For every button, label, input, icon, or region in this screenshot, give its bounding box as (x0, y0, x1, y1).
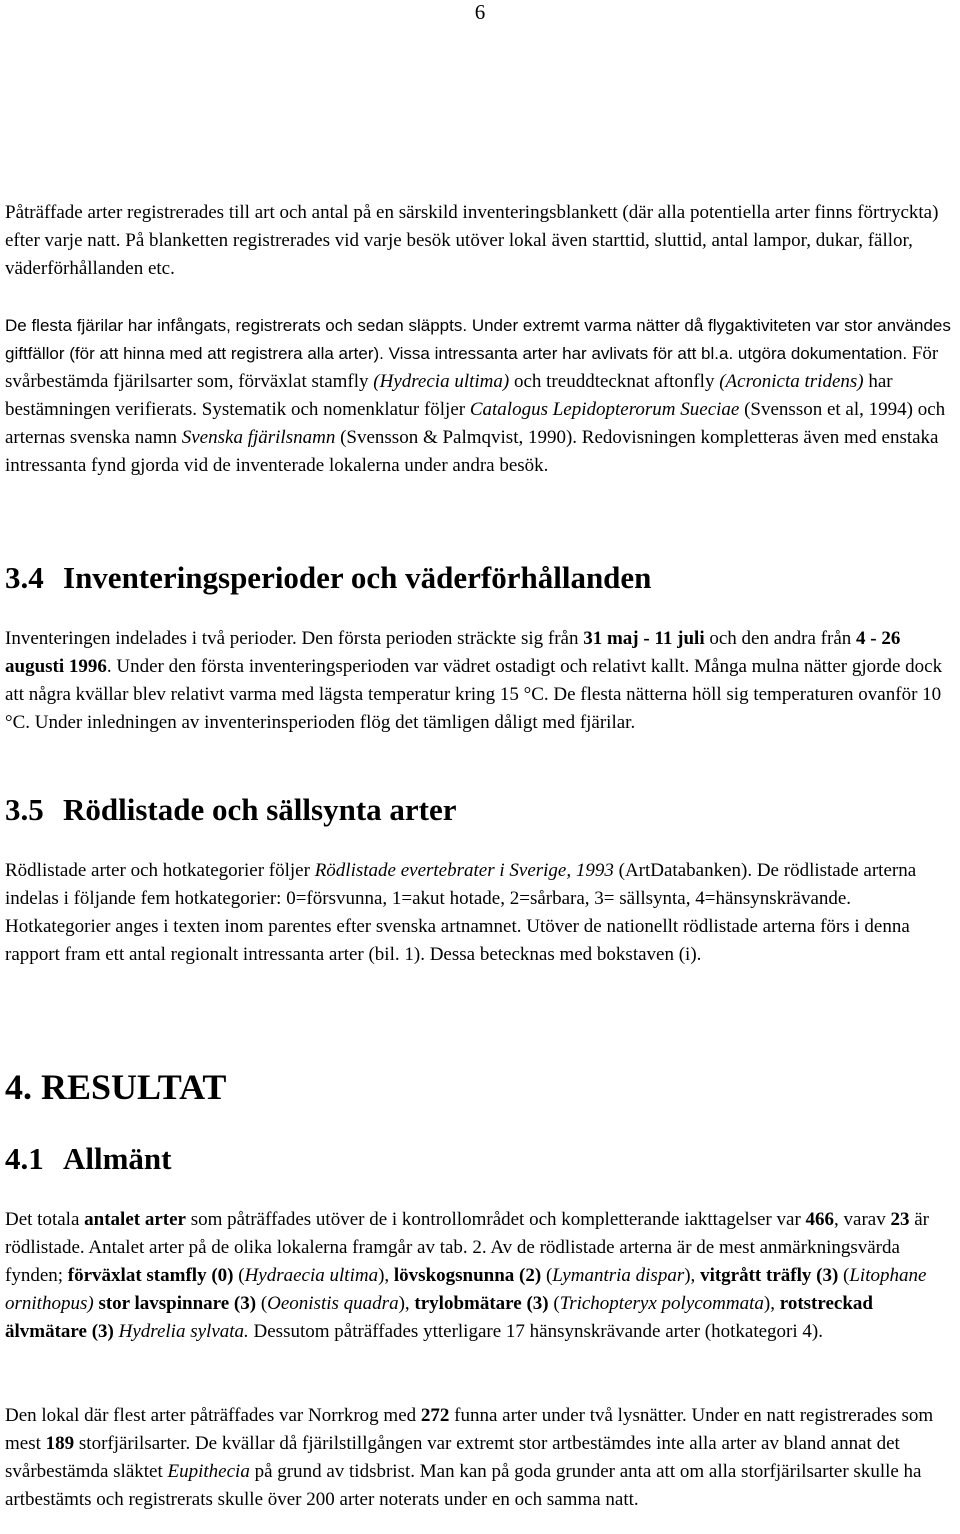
section-3-4-paragraph (5, 625, 955, 737)
species-name-bold: rotstreckad älvmätare (3) (5, 1293, 873, 1342)
species-total: 466 (805, 1209, 835, 1230)
intro-serif-text-e: (Svensson & Palmqvist, 1990). Redovisningen kompletteras även med enstaka intressanta fynd gjorda vid de inventerade lokalerna under andra besök. (5, 427, 939, 476)
species-italic-2: (Acronicta tridens) (719, 371, 864, 392)
text-run: Dessutom påträffades ytterligare 17 hänsynskrävande arter (hotkategori 4). (248, 1321, 823, 1342)
intro-paragraph-2 (5, 312, 955, 480)
text-run: funna arter under två lysnätter. Under en natt registrerades som mest (5, 1405, 934, 1454)
section-4-1-paragraph-1 (5, 1206, 955, 1346)
genus-name: Eupithecia (167, 1461, 250, 1482)
intro-serif-text-b: och treuddtecknat aftonfly (509, 371, 720, 392)
catalogue-title: Catalogus Lepidopterorum Sueciae (469, 399, 740, 420)
chapter-heading-4: 4. RESULTAT (5, 1067, 227, 1107)
period-1-dates: 31 maj - 11 juli (583, 628, 705, 649)
redlist-reference-title: Rödlistade evertebrater i Sverige, 1993 (314, 860, 614, 881)
species-count-single-night: 189 (45, 1433, 75, 1454)
text-run: på grund av tidsbrist. Man kan på goda grunder anta att om alla storfjärilsarter skulle ha artbestämts och registrerats skulle över 200 arter noterats under en och samma natt. (5, 1461, 922, 1510)
species-latin-name: Litophane ornithopus) (5, 1265, 927, 1314)
text-run: ( (838, 1265, 850, 1286)
text-run: ), (763, 1293, 780, 1314)
section-4-1-paragraph-2 (5, 1402, 955, 1514)
intro-paragraph-1: Påträffade arter registrerades till art och antal på en särskild inventeringsblankett (där alla potentiella arter finns förtryckta) efter varje natt. På blanketten registrerades vid varje besök utöver lokal även starttid, sluttid, antal lampor, dukar, fällor, väderförhållanden etc. (5, 202, 939, 279)
section-heading-4-1 (5, 1141, 172, 1177)
species-italic-1: (Hydrecia ultima) (373, 371, 510, 392)
text-run: som påträffades utöver de i kontrollområdet och kompletterande iakttagelser var (185, 1209, 806, 1230)
text-run: Inventeringen indelades i två perioder. Den första perioden sträckte sig från (5, 628, 584, 649)
page-number: 6 (474, 0, 486, 24)
section-title: Allmänt (63, 1141, 172, 1176)
species-name-bold: vitgrått träfly (3) (700, 1265, 839, 1286)
section-number: 3.5 (5, 792, 44, 827)
text-run: . Under den första inventeringsperioden var vädret ostadigt och relativt kallt. Många mulna nätter gjorde dock att några kvällar blev relativt varma med lägsta temperatur kring 15 °C. De flesta nätterna höll sig temperaturen ovanför 10 °C. Under inledningen av inventerinsperioden flög det tämligen dåligt med fjärilar. (5, 656, 943, 733)
text-run: Det totala (5, 1209, 85, 1230)
species-latin-name: Lymantria dispar (552, 1265, 685, 1286)
intro-serif-text-a: För svårbestämda fjärilsarter som, förväxlat stamfly (5, 343, 939, 392)
intro-sans-sentence-2: Under extremt varma nätter då flygaktiviteten var stor användes giftfällor (för att hinna med att registrera alla arter). Vissa intressanta arter har avlivats för att bl.a. utgöra dokumentation. (5, 316, 951, 363)
bold-term: antalet arter (84, 1209, 186, 1230)
redlisted-total: 23 (890, 1209, 910, 1230)
section-number: 4.1 (5, 1141, 44, 1176)
text-run: och den andra från (704, 628, 857, 649)
text-run: storfjärilsarter. De kvällar då fjärilstillgången var extremt stor artbestämdes inte alla arter av bland annat det svårbestämda släktet (5, 1433, 900, 1482)
section-title: Rödlistade och sällsynta arter (63, 792, 457, 827)
text-run: Den lokal där flest arter påträffades var Norrkrog med (5, 1405, 421, 1426)
text-run: ( (541, 1265, 553, 1286)
text-run: ), (398, 1293, 415, 1314)
species-latin-name: Hydrelia sylvata. (118, 1321, 249, 1342)
intro-serif-text-c: har bestämningen verifierats. Systematik och nomenklatur följer (5, 371, 893, 420)
text-run: är rödlistade. Antalet arter på de olika lokalerna framgår av tab. 2. Av de rödlistade arterna är de mest anmärkningsvärda fynden; (5, 1209, 929, 1286)
names-reference-title: Svenska fjärilsnamn (181, 427, 336, 448)
intro-sans-sentence-1: De flesta fjärilar har infångats, registrerats och sedan släppts. (5, 316, 468, 335)
text-run: ( (256, 1293, 268, 1314)
species-name-bold: trylobmätare (3) (414, 1293, 549, 1314)
section-3-5-paragraph (5, 857, 955, 969)
species-latin-name: Oeonistis quadra (267, 1293, 399, 1314)
section-heading-3-5 (5, 792, 457, 828)
text-run: (ArtDatabanken). De rödlistade arterna indelas i följande fem hotkategorier: 0=försvunna, 1=akut hotade, 2=sårbara, 3= sällsynta, 4=hänsynskrävande. Hotkategorier anges i texten inom parentes efter svenska artnamnet. Utöver de nationellt rödlistade arterna förs i denna rapport fram ett antal regionalt intressanta arter (bil. 1). Dessa betecknas med bokstaven (i). (5, 860, 917, 965)
text-run: ), (378, 1265, 394, 1286)
intro-serif-text-d: (Svensson et al, 1994) och arternas svenska namn (5, 399, 946, 448)
section-title: Inventeringsperioder och väderförhållanden (63, 560, 652, 595)
species-latin-name: Trichopteryx polycommata (559, 1293, 764, 1314)
species-latin-name: Hydraecia ultima (244, 1265, 379, 1286)
section-number: 3.4 (5, 560, 44, 595)
species-name-bold: lövskogsnunna (2) (393, 1265, 542, 1286)
text-run: ( (548, 1293, 560, 1314)
text-run: ( (233, 1265, 245, 1286)
species-name-bold: stor lavspinnare (3) (98, 1293, 257, 1314)
section-heading-3-4 (5, 560, 651, 596)
text-run: , varav (834, 1209, 891, 1230)
period-2-dates: 4 - 26 augusti 1996 (5, 628, 901, 677)
text-run: ), (684, 1265, 701, 1286)
text-run: Rödlistade arter och hotkategorier följer (5, 860, 315, 881)
species-count-norrkrog: 272 (420, 1405, 450, 1426)
species-name-bold: förväxlat stamfly (0) (67, 1265, 234, 1286)
